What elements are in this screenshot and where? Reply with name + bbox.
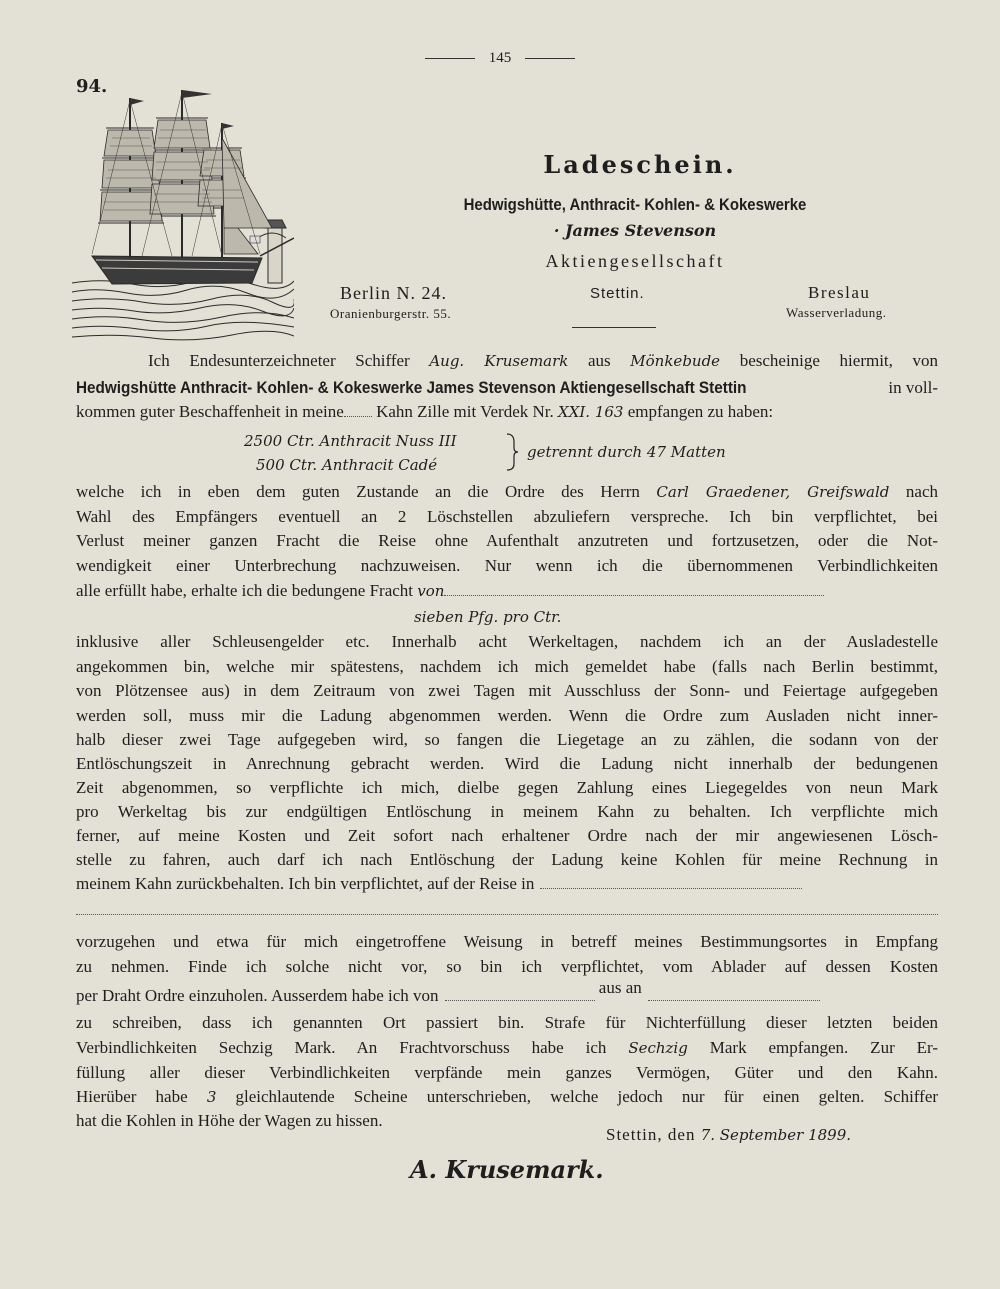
company-name: Hedwigshütte, Anthracit- Kohlen- & Kokeswerke bbox=[463, 195, 807, 214]
body-line-24: zu schreiben, dass ich genannten Ort passiert bin. Strafe für Nichterfüllung dieser letzten beiden bbox=[76, 1013, 938, 1032]
freight-rate: sieben Pfg. pro Ctr. bbox=[414, 608, 562, 626]
page-number-dash-right bbox=[525, 58, 575, 59]
body-line-10: inklusive aller Schleusengelder etc. Innerhalb acht Werkeltagen, nachdem ich an der Ausladestelle bbox=[76, 632, 938, 651]
owner-name: · James Stevenson bbox=[553, 221, 717, 240]
signature: A. Krusemark. bbox=[410, 1155, 604, 1184]
blank-field bbox=[445, 988, 595, 1001]
location-stettin: Stettin. bbox=[590, 285, 645, 302]
cargo-item-1: 2500 Ctr. Anthracit Nuss III bbox=[244, 432, 457, 450]
body-line-15: Entlöschungszeit in Anrechnung gebracht werden. Wird die Ladung nicht innerhalb der bedungenen bbox=[76, 754, 938, 773]
body-line-8: alle erfüllt habe, erhalte ich die bedungene Fracht von bbox=[76, 581, 938, 601]
document-heading: Ladeschein. bbox=[543, 150, 737, 179]
advance-amount: Sechzig bbox=[628, 1039, 688, 1057]
body-line-19: stelle zu fahren, auch darf ich nach Entlöschung der Ladung keine Kohlen für meine Rechnung in bbox=[76, 850, 938, 869]
cargo-item-2: 500 Ctr. Anthracit Cadé bbox=[256, 456, 438, 474]
page-number-text: 145 bbox=[488, 50, 512, 66]
water-lines bbox=[72, 278, 294, 339]
location-breslau-city: Breslau bbox=[808, 283, 871, 302]
blank-field bbox=[648, 988, 820, 1001]
body-line-18: ferner, auf meine Kosten und Zeit sofort nach erhaltener Ordre nach der mir angewiesenen Lösch- bbox=[76, 826, 938, 845]
body-company: Hedwigshütte Anthracit- Kohlen- & Kokeswerke James Stevenson Aktiengesellschaft Stettin bbox=[76, 378, 747, 397]
body-line-14: halb dieser zwei Tage aufgegeben wird, so fangen die Liegetage an zu zählen, die sodann von der bbox=[76, 730, 938, 749]
body-line-27: Hierüber habe 3 gleichlautende Scheine unterschrieben, welche jedoch nur für einen gelten. Schiffer bbox=[76, 1087, 939, 1106]
skipper-origin: Mönkebude bbox=[630, 352, 721, 370]
body-line-4: welche ich in eben dem guten Zustande an die Ordre des Herrn Carl Graedener, Greifswald nach bbox=[76, 482, 939, 501]
body-line-22: zu nehmen. Finde ich solche nicht vor, so bin ich verpflichtet, vom Ablader auf dessen Kosten bbox=[76, 957, 938, 976]
body-line-11: angekommen bin, welche mir spätestens, nachdem ich mich gemeldet habe (falls nach Berlin bestimmt, bbox=[76, 657, 938, 676]
body-line-16: Zeit abgenommen, so verpflichte ich mich, dielbe gegen Zahlung eines Liegegeldes von neun Mark bbox=[76, 778, 938, 797]
body-line-7: wendigkeit einer Unterbrechung nachzuweisen. Nur wenn ich die übernommenen Verbindlichkeiten bbox=[76, 556, 938, 575]
page-number bbox=[0, 50, 1000, 67]
body-line-23: per Draht Ordre einzuholen. Ausserdem habe ich von aus an bbox=[76, 986, 938, 1006]
body-line-26: füllung aller dieser Verbindlichkeiten verpfände mein ganzes Vermögen, Güter und den Kahn. bbox=[76, 1063, 938, 1082]
blank-field bbox=[76, 902, 938, 915]
body-line-13: werden soll, muss mir die Ladung abgenommen werden. Wenn die Ordre zum Ausladen nicht inner- bbox=[76, 706, 938, 725]
body-line-6: Verlust meiner ganzen Fracht die Reise ohne Aufenthalt anzutreten und fortzusetzen, oder die Not- bbox=[76, 531, 938, 550]
body-line-1: Ich Endesunterzeichneter Schiffer Aug. Krusemark aus Mönkebude bescheinige hiermit, von bbox=[148, 351, 939, 370]
owner-name-text: James Stevenson bbox=[564, 221, 717, 240]
body-line-17: pro Werkeltag bis zur endgültigen Entlöschung in meinem Kahn zu behalten. Ich verpflichte mich bbox=[76, 802, 938, 821]
body-line-20: meinem Kahn zurückbehalten. Ich bin verpflichtet, auf der Reise in bbox=[76, 874, 938, 894]
body-line-25: Verbindlichkeiten Sechzig Mark. An Frachtvorschuss habe ich Sechzig Mark empfangen. Zur Er- bbox=[76, 1038, 939, 1057]
blank-field bbox=[344, 404, 372, 417]
ship-illustration bbox=[72, 78, 294, 346]
cargo-note: getrennt durch 47 Matten bbox=[527, 443, 726, 461]
separator-rule bbox=[572, 327, 656, 328]
skipper-name: Aug. Krusemark bbox=[429, 352, 569, 370]
location-breslau-sub: Wasserverladung. bbox=[786, 305, 887, 320]
date-value: 7. September 1899. bbox=[700, 1126, 852, 1144]
copies-count: 3 bbox=[206, 1088, 217, 1106]
barge-number: XXI. 163 bbox=[558, 403, 624, 421]
blank-field bbox=[540, 876, 802, 889]
legal-form: Aktiengesellschaft bbox=[545, 251, 725, 271]
body-line-2: Hedwigshütte Anthracit- Kohlen- & Kokeswerke James Stevenson Aktiengesellschaft Stettin in voll- bbox=[76, 378, 938, 397]
body-line-3: kommen guter Beschaffenheit in meine Kahn Zille mit Verdek Nr. XXI. 163 empfangen zu haben: bbox=[76, 402, 774, 421]
date-line: Stettin, den 7. September 1899. bbox=[606, 1125, 852, 1144]
recipient-name: Carl Graedener, Greifswald bbox=[656, 483, 890, 501]
page-number-dash-left bbox=[425, 58, 475, 59]
body-line-28: hat die Kohlen in Höhe der Wagen zu hissen. bbox=[76, 1111, 383, 1130]
location-berlin-street: Oranienburgerstr. 55. bbox=[330, 306, 452, 321]
blank-field bbox=[444, 583, 824, 596]
body-line-5: Wahl des Empfängers eventuell an 2 Löschstellen abzuliefern verspreche. Ich bin verpflichtet, bei bbox=[76, 507, 938, 526]
blank-line bbox=[76, 900, 938, 920]
location-berlin-city: Berlin N. 24. bbox=[340, 283, 447, 303]
document-number: 94. bbox=[76, 76, 108, 97]
body-line-21: vorzugehen und etwa für mich eingetroffene Weisung in betreff meines Bestimmungsortes in Empfang bbox=[76, 932, 938, 951]
body-line-12: von Plötzensee aus) in dem Zeitraum von zwei Tagen mit Ausschluss der Sonn- und Feiertage aufgegeben bbox=[76, 681, 938, 700]
cargo-brace bbox=[505, 432, 519, 472]
